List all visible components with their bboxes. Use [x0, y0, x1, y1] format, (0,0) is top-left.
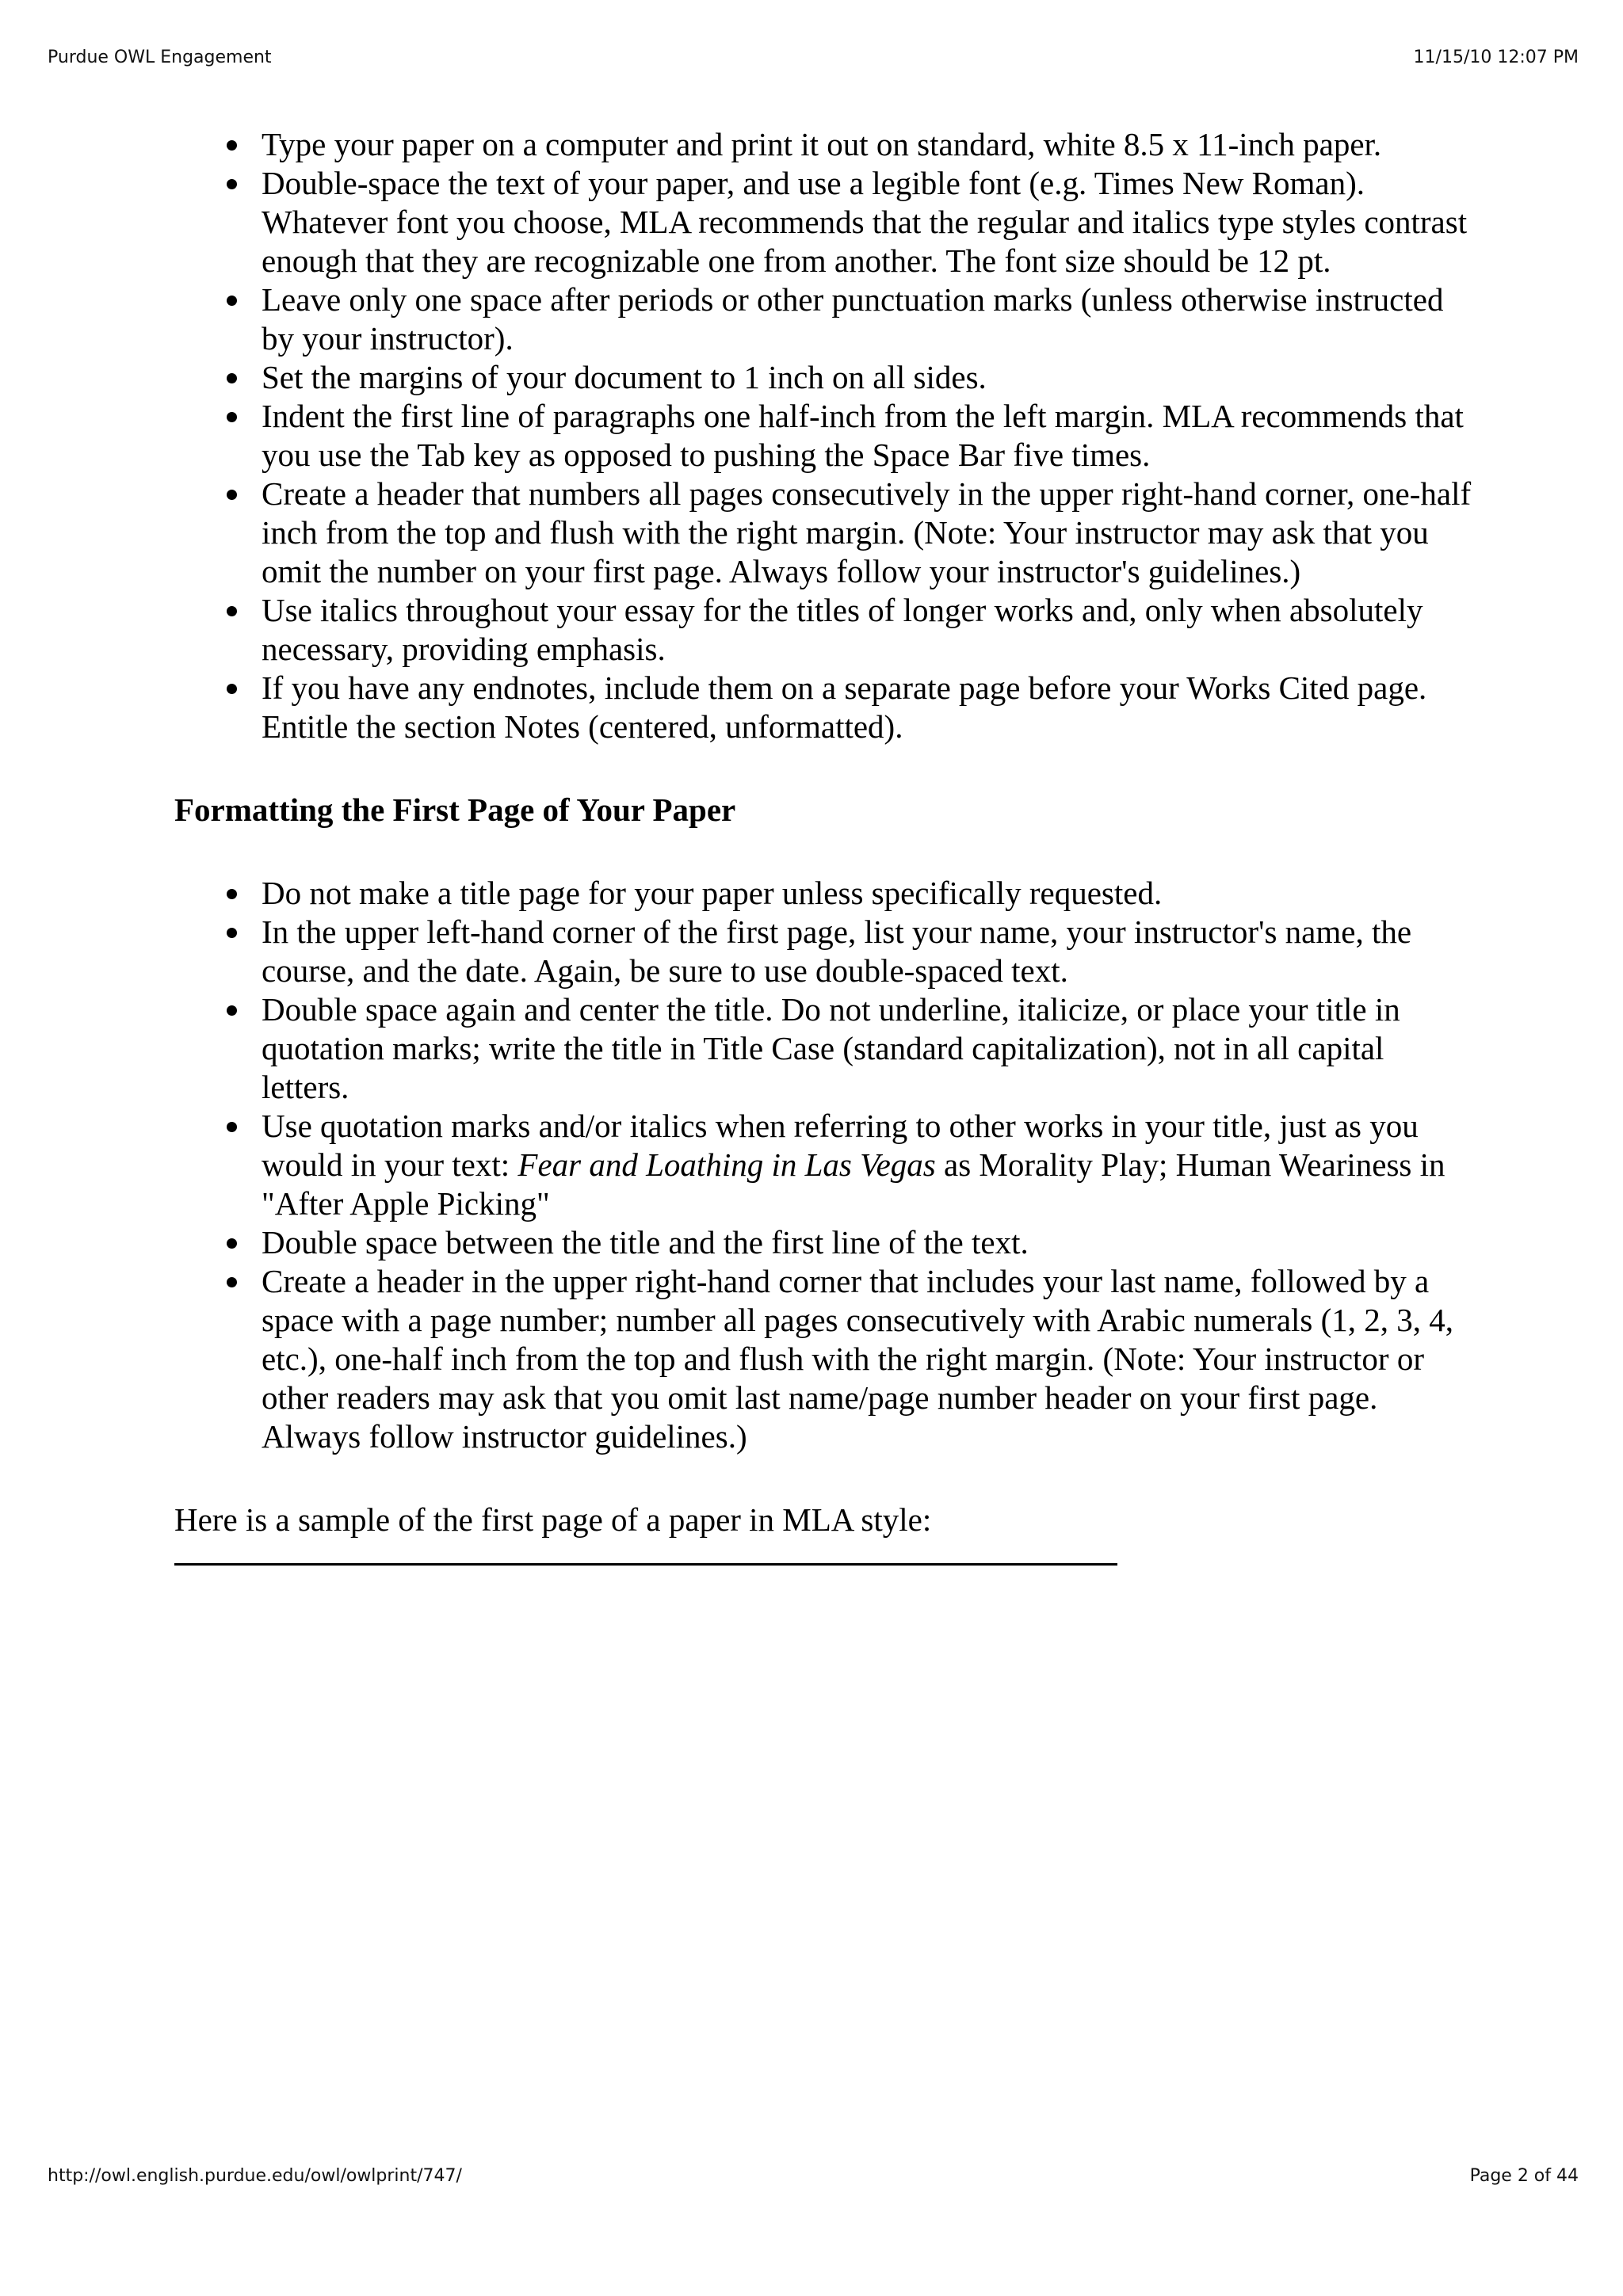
list-item: Create a header in the upper right-hand corner that includes your last name, followed by a space with a page number; number all pages consecutively with Arabic numerals (1, 2, 3, 4, etc.), one-half inch from the top and flush with the right margin. (Note: Your instructor or other readers may ask that you omit last name/page number header on your first page. Always follow instructor guidelines.) — [262, 1262, 1474, 1456]
section-heading: Formatting the First Page of Your Paper — [174, 791, 736, 828]
print-header — [48, 48, 1579, 67]
list-item-text: Use quotation marks and/or italics when referring to other works in your title, just as you would in your text: — [262, 1108, 1419, 1183]
formatting-guidelines-list — [174, 125, 1474, 746]
list-item: If you have any endnotes, include them on a separate page before your Works Cited page. Entitle the section Notes (centered, unformatted). — [262, 669, 1474, 746]
print-header-timestamp: 11/15/10 12:07 PM — [1413, 48, 1579, 67]
list-item: Set the margins of your document to 1 inch on all sides. — [262, 358, 1474, 397]
list-item: Double space again and center the title. Do not underline, italicize, or place your title in quotation marks; write the title in Title Case (standard capitalization), not in all capital letters. — [262, 990, 1474, 1107]
list-item: Leave only one space after periods or other punctuation marks (unless otherwise instructed by your instructor). — [262, 280, 1474, 358]
sample-intro-text: Here is a sample of the first page of a paper in MLA style: — [174, 1501, 932, 1538]
page-url: http://owl.english.purdue.edu/owl/owlprint/747/ — [48, 2166, 462, 2186]
list-item-text: as Morality Play; Human Weariness in "After Apple Picking" — [262, 1146, 1445, 1222]
list-item: Double-space the text of your paper, and use a legible font (e.g. Times New Roman). Whatever font you choose, MLA recommends that the regular and italics type styles contrast enough that they are recognizable one from another. The font size should be 12 pt. — [262, 164, 1474, 280]
list-item — [262, 1107, 1474, 1223]
horizontal-rule — [174, 1563, 1117, 1566]
list-item: Type your paper on a computer and print it out on standard, white 8.5 x 11-inch paper. — [262, 125, 1474, 164]
print-header-title: Purdue OWL Engagement — [48, 48, 272, 67]
print-footer — [48, 2166, 1579, 2186]
document-body — [174, 125, 1474, 1566]
list-item: Indent the first line of paragraphs one half-inch from the left margin. MLA recommends that you use the Tab key as opposed to pushing the Space Bar five times. — [262, 397, 1474, 475]
list-item: Create a header that numbers all pages consecutively in the upper right-hand corner, one-half inch from the top and flush with the right margin. (Note: Your instructor may ask that you omit the number on your first page. Always follow your instructor's guidelines.) — [262, 475, 1474, 591]
list-item: In the upper left-hand corner of the first page, list your name, your instructor's name, the course, and the date. Again, be sure to use double-spaced text. — [262, 913, 1474, 990]
list-item: Use italics throughout your essay for the titles of longer works and, only when absolutely necessary, providing emphasis. — [262, 591, 1474, 669]
page-number: Page 2 of 44 — [1469, 2166, 1579, 2186]
italic-title: Fear and Loathing in Las Vegas — [517, 1146, 936, 1183]
list-item: Do not make a title page for your paper unless specifically requested. — [262, 874, 1474, 913]
first-page-guidelines-list — [174, 874, 1474, 1456]
list-item: Double space between the title and the first line of the text. — [262, 1223, 1474, 1262]
